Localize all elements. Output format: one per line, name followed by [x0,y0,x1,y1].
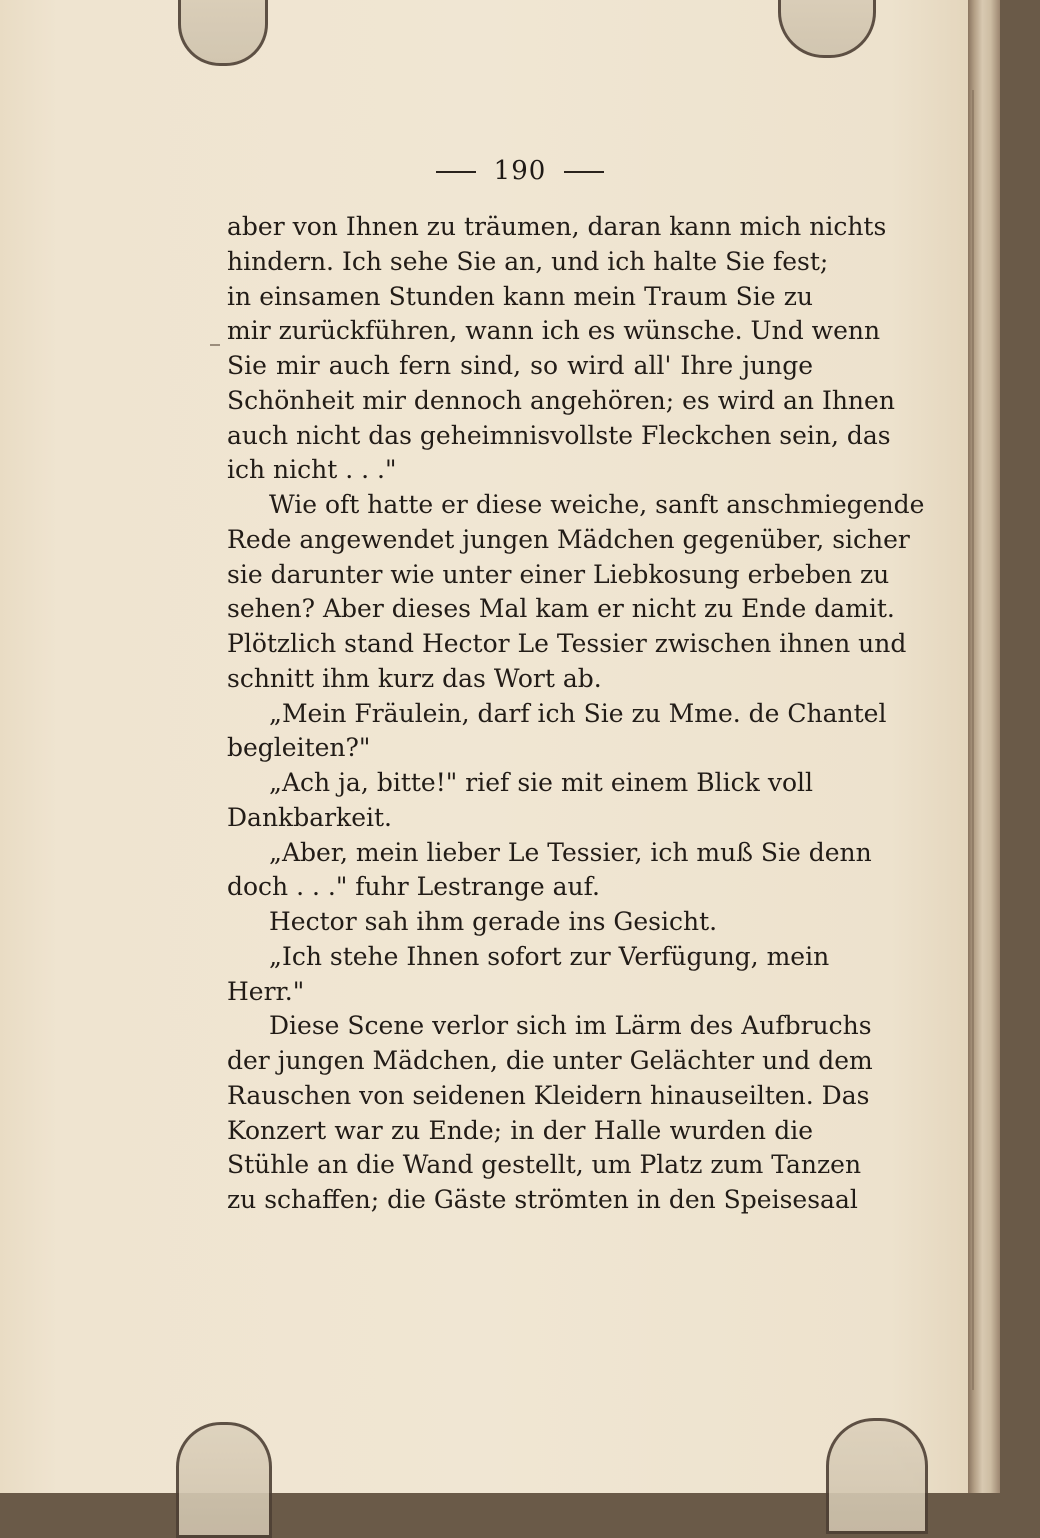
header-dash-left [436,171,476,173]
margin-mark [210,344,220,346]
text-line: „Mein Fräulein, darf ich Sie zu Mme. de Chantel [269,698,887,728]
header-dash-right [564,171,604,173]
text-line: Stühle an die Wand gestellt, um Platz zum Tanzen [227,1150,862,1180]
text-line: Rauschen von seidenen Kleidern hinauseilten. Das [227,1080,870,1110]
text-line: Schönheit mir dennoch angehören; es wird an Ihnen [227,385,895,415]
text-line: Diese Scene verlor sich im Lärm des Aufbruchs [269,1011,872,1041]
text-line: aber von Ihnen zu träumen, daran kann mich nichts [227,212,887,241]
text-line: ich nicht . . ." [227,455,397,485]
text-line: Sie mir auch fern sind, so wird all' Ihre junge [227,351,813,380]
page-header [0,156,1040,186]
text-line: sehen? Aber dieses Mal kam er nicht zu Ende damit. [227,594,895,624]
text-line: Plötzlich stand Hector Le Tessier zwischen ihnen und [227,629,907,658]
text-line: hindern. Ich sehe Sie an, und ich halte Sie fest; [227,246,829,276]
text-line: „Aber, mein lieber Le Tessier, ich muß Sie denn [269,837,872,867]
text-line: der jungen Mädchen, die unter Gelächter und dem [227,1046,873,1075]
text-line: Konzert war zu Ende; in der Halle wurden die [227,1115,813,1145]
text-line: „Ach ja, bitte!" rief sie mit einem Blick voll [269,768,813,797]
text-line: begleiten?" [227,733,371,763]
text-line: in einsamen Stunden kann mein Traum Sie zu [227,281,813,311]
text-line: Wie oft hatte er diese weiche, sanft anschmiegende [269,490,925,519]
text-line: Hector sah ihm gerade ins Gesicht. [269,907,718,936]
text-line: sie darunter wie unter einer Liebkosung erbeben zu [227,559,890,589]
text-line: doch . . ." fuhr Lestrange auf. [227,872,600,902]
text-line: schnitt ihm kurz das Wort ab. [227,663,602,693]
text-line: mir zurückführen, wann ich es wünsche. Und wenn [227,316,881,346]
page-clip-bottom-right [826,1418,928,1534]
text-line: auch nicht das geheimnisvollste Fleckchen sein, das [227,420,891,450]
text-line: „Ich stehe Ihnen sofort zur Verfügung, mein [269,941,830,971]
text-line: Herr." [227,976,305,1006]
page-number: 190 [493,156,547,186]
body-text [227,210,925,1218]
book-edge [968,0,1000,1493]
page-clip-bottom-left [176,1422,272,1538]
text-line: zu schaffen; die Gäste strömten in den Speisesaal [227,1185,858,1214]
text-line: Dankbarkeit. [227,802,392,832]
text-line: Rede angewendet jungen Mädchen gegenüber, sicher [227,524,910,554]
